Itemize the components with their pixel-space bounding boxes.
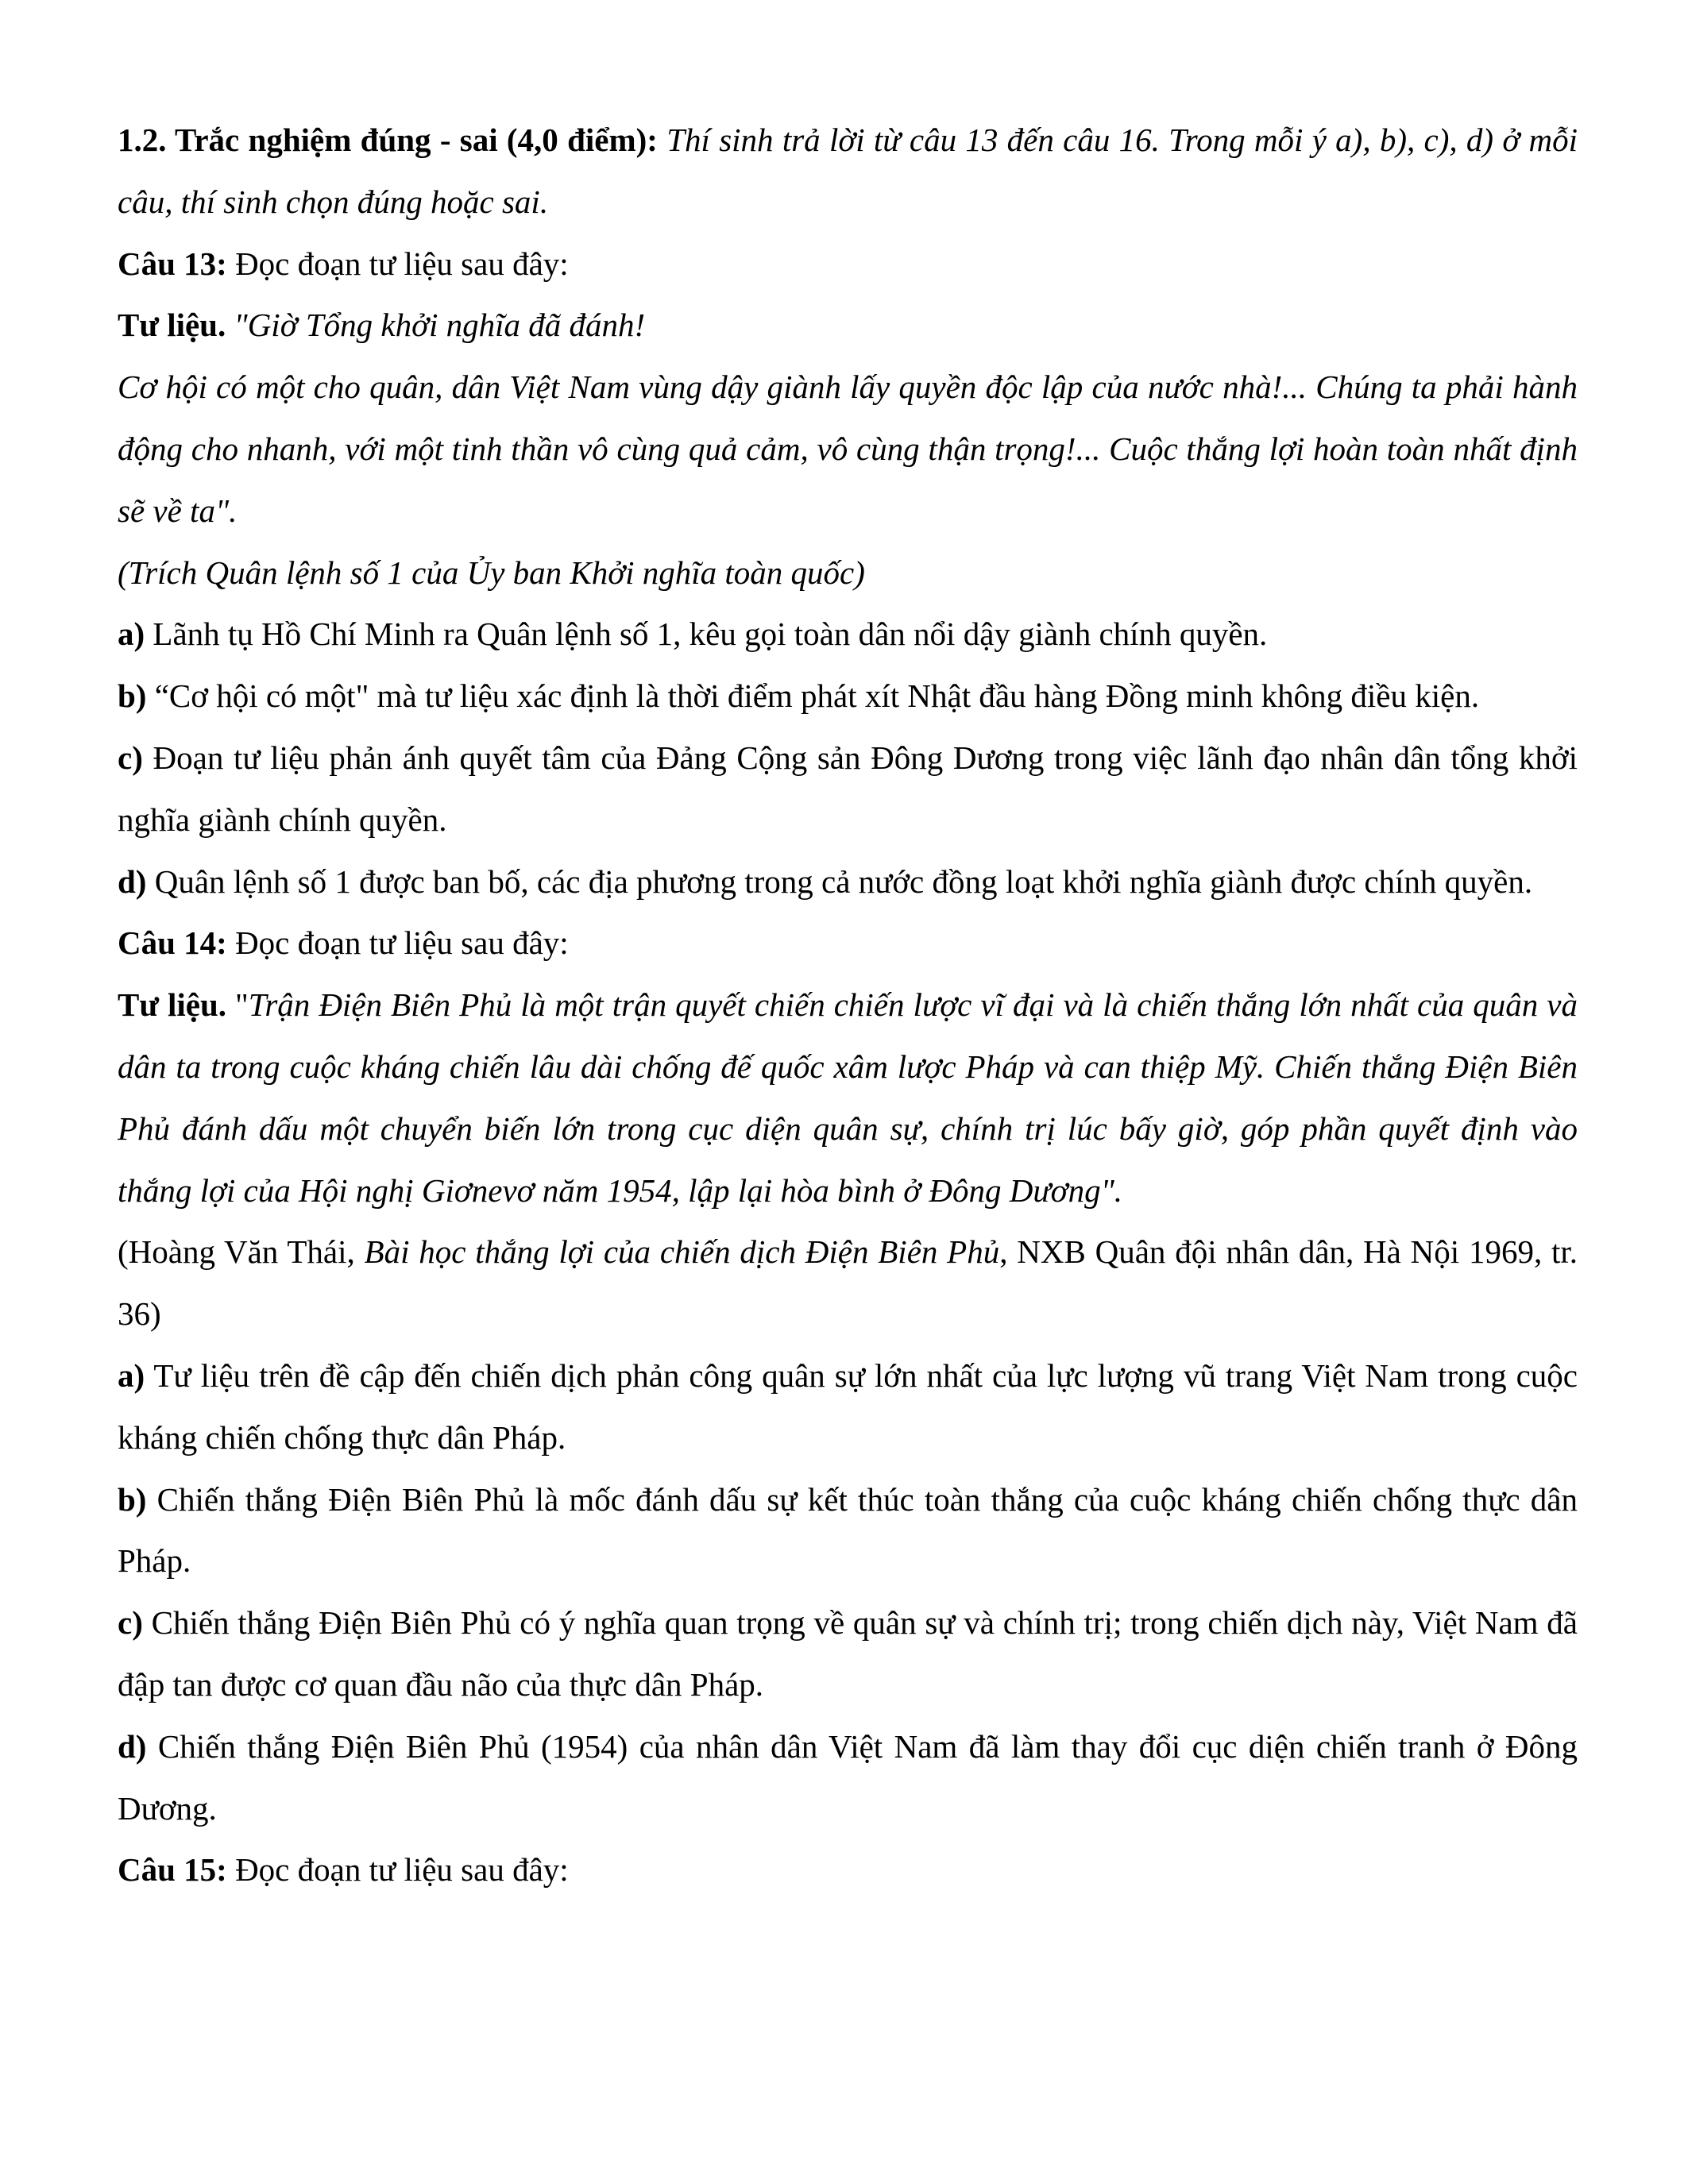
option-text: Chiến thắng Điện Biên Phủ là mốc đánh dấu sự kết thúc toàn thắng của cuộc kháng chiến chống thực dân Pháp. bbox=[118, 1480, 1578, 1580]
question-14-prompt: Đọc đoạn tư liệu sau đây: bbox=[235, 924, 569, 962]
option-key: c) bbox=[118, 1604, 143, 1642]
question-14-citation bbox=[118, 1221, 1578, 1345]
question-13-source-line bbox=[118, 295, 1578, 357]
question-14-option-a bbox=[118, 1345, 1578, 1469]
option-text: Đoạn tư liệu phản ánh quyết tâm của Đảng Cộng sản Đông Dương trong việc lãnh đạo nhân dân tổng khởi nghĩa giành chính quyền. bbox=[118, 739, 1578, 838]
option-text: Lãnh tụ Hồ Chí Minh ra Quân lệnh số 1, kêu gọi toàn dân nổi dậy giành chính quyền. bbox=[153, 615, 1268, 653]
question-13-prompt: Đọc đoạn tư liệu sau đây: bbox=[235, 245, 569, 282]
option-text: Chiến thắng Điện Biên Phủ (1954) của nhân dân Việt Nam đã làm thay đổi cục diện chiến tranh ở Đông Dương. bbox=[118, 1727, 1578, 1827]
question-14-quote: Trận Điện Biên Phủ là một trận quyết chiến chiến lược vĩ đại và là chiến thắng lớn nhất của quân và dân ta trong cuộc kháng chiến lâu dài chống đế quốc xâm lược Pháp và can thiệp Mỹ. Chiến thắng Điện Biên Phủ đánh dấu một chuyển biến lớn trong cục diện quân sự, chính trị lúc bấy giờ, góp phần quyết định vào thắng lợi của Hội nghị Giơnevơ năm 1954, lập lại hòa bình ở Đông Dương". bbox=[118, 986, 1578, 1209]
question-14-header bbox=[118, 913, 1578, 974]
question-13-quote-line1: "Giờ Tổng khởi nghĩa đã đánh! bbox=[234, 307, 646, 344]
question-15-header bbox=[118, 1839, 1578, 1901]
question-15-prompt: Đọc đoạn tư liệu sau đây: bbox=[235, 1851, 569, 1889]
question-13-option-a bbox=[118, 604, 1578, 666]
option-key: c) bbox=[118, 739, 143, 776]
option-key: d) bbox=[118, 1727, 147, 1765]
question-15-label: Câu 15: bbox=[118, 1851, 227, 1889]
question-13-option-b bbox=[118, 666, 1578, 727]
question-14-option-d bbox=[118, 1716, 1578, 1840]
section-header bbox=[118, 110, 1578, 233]
option-text: Tư liệu trên đề cập đến chiến dịch phản công quân sự lớn nhất của lực lượng vũ trang Việt Nam trong cuộc kháng chiến chống thực dân Pháp. bbox=[118, 1356, 1578, 1456]
question-13-source-label: Tư liệu. bbox=[118, 307, 226, 344]
question-14-source-label: Tư liệu. bbox=[118, 986, 227, 1024]
question-13-option-d bbox=[118, 851, 1578, 913]
section-instruction: Thí sinh trả lời từ câu 13 đến câu 16. Trong mỗi ý a), b), c), d) ở mỗi câu, thí sinh chọn đúng hoặc sai. bbox=[118, 122, 1578, 220]
option-key: d) bbox=[118, 862, 147, 900]
question-14-label: Câu 14: bbox=[118, 924, 227, 962]
option-key: a) bbox=[118, 1356, 145, 1394]
section-heading: 1.2. Trắc nghiệm đúng - sai (4,0 điểm): bbox=[118, 122, 658, 158]
question-13-label: Câu 13: bbox=[118, 245, 227, 282]
option-key: b) bbox=[118, 677, 147, 715]
citation-author: (Hoàng Văn Thái, bbox=[118, 1233, 365, 1271]
document-page bbox=[118, 110, 1578, 1901]
question-13-option-c bbox=[118, 727, 1578, 851]
question-13-citation: (Trích Quân lệnh số 1 của Ủy ban Khởi nghĩa toàn quốc) bbox=[118, 554, 865, 591]
option-key: a) bbox=[118, 615, 145, 653]
option-text: Quân lệnh số 1 được ban bố, các địa phương trong cả nước đồng loạt khởi nghĩa giành được chính quyền. bbox=[154, 862, 1533, 900]
question-14-quote-open: " bbox=[235, 986, 249, 1024]
citation-rest: , NXB Quân đội nhân dân, Hà Nội 1969, tr. 36) bbox=[118, 1233, 1578, 1333]
option-text: “Cơ hội có một" mà tư liệu xác định là thời điểm phát xít Nhật đầu hàng Đồng minh không điều kiện. bbox=[154, 677, 1480, 715]
question-14-source bbox=[118, 974, 1578, 1221]
citation-title: Bài học thắng lợi của chiến dịch Điện Biên Phủ bbox=[364, 1233, 1000, 1271]
question-14-option-c bbox=[118, 1592, 1578, 1716]
option-key: b) bbox=[118, 1480, 147, 1518]
question-13-quote: Cơ hội có một cho quân, dân Việt Nam vùng dậy giành lấy quyền độc lập của nước nhà!... Chúng ta phải hành động cho nhanh, với một tinh thần vô cùng quả cảm, vô cùng thận trọng!... Cuộc thắng lợi hoàn toàn nhất định sẽ về ta". bbox=[118, 369, 1578, 529]
question-14-option-b bbox=[118, 1469, 1578, 1593]
option-text: Chiến thắng Điện Biên Phủ có ý nghĩa quan trọng về quân sự và chính trị; trong chiến dịch này, Việt Nam đã đập tan được cơ quan đầu não của thực dân Pháp. bbox=[118, 1604, 1578, 1703]
question-13-header bbox=[118, 233, 1578, 295]
